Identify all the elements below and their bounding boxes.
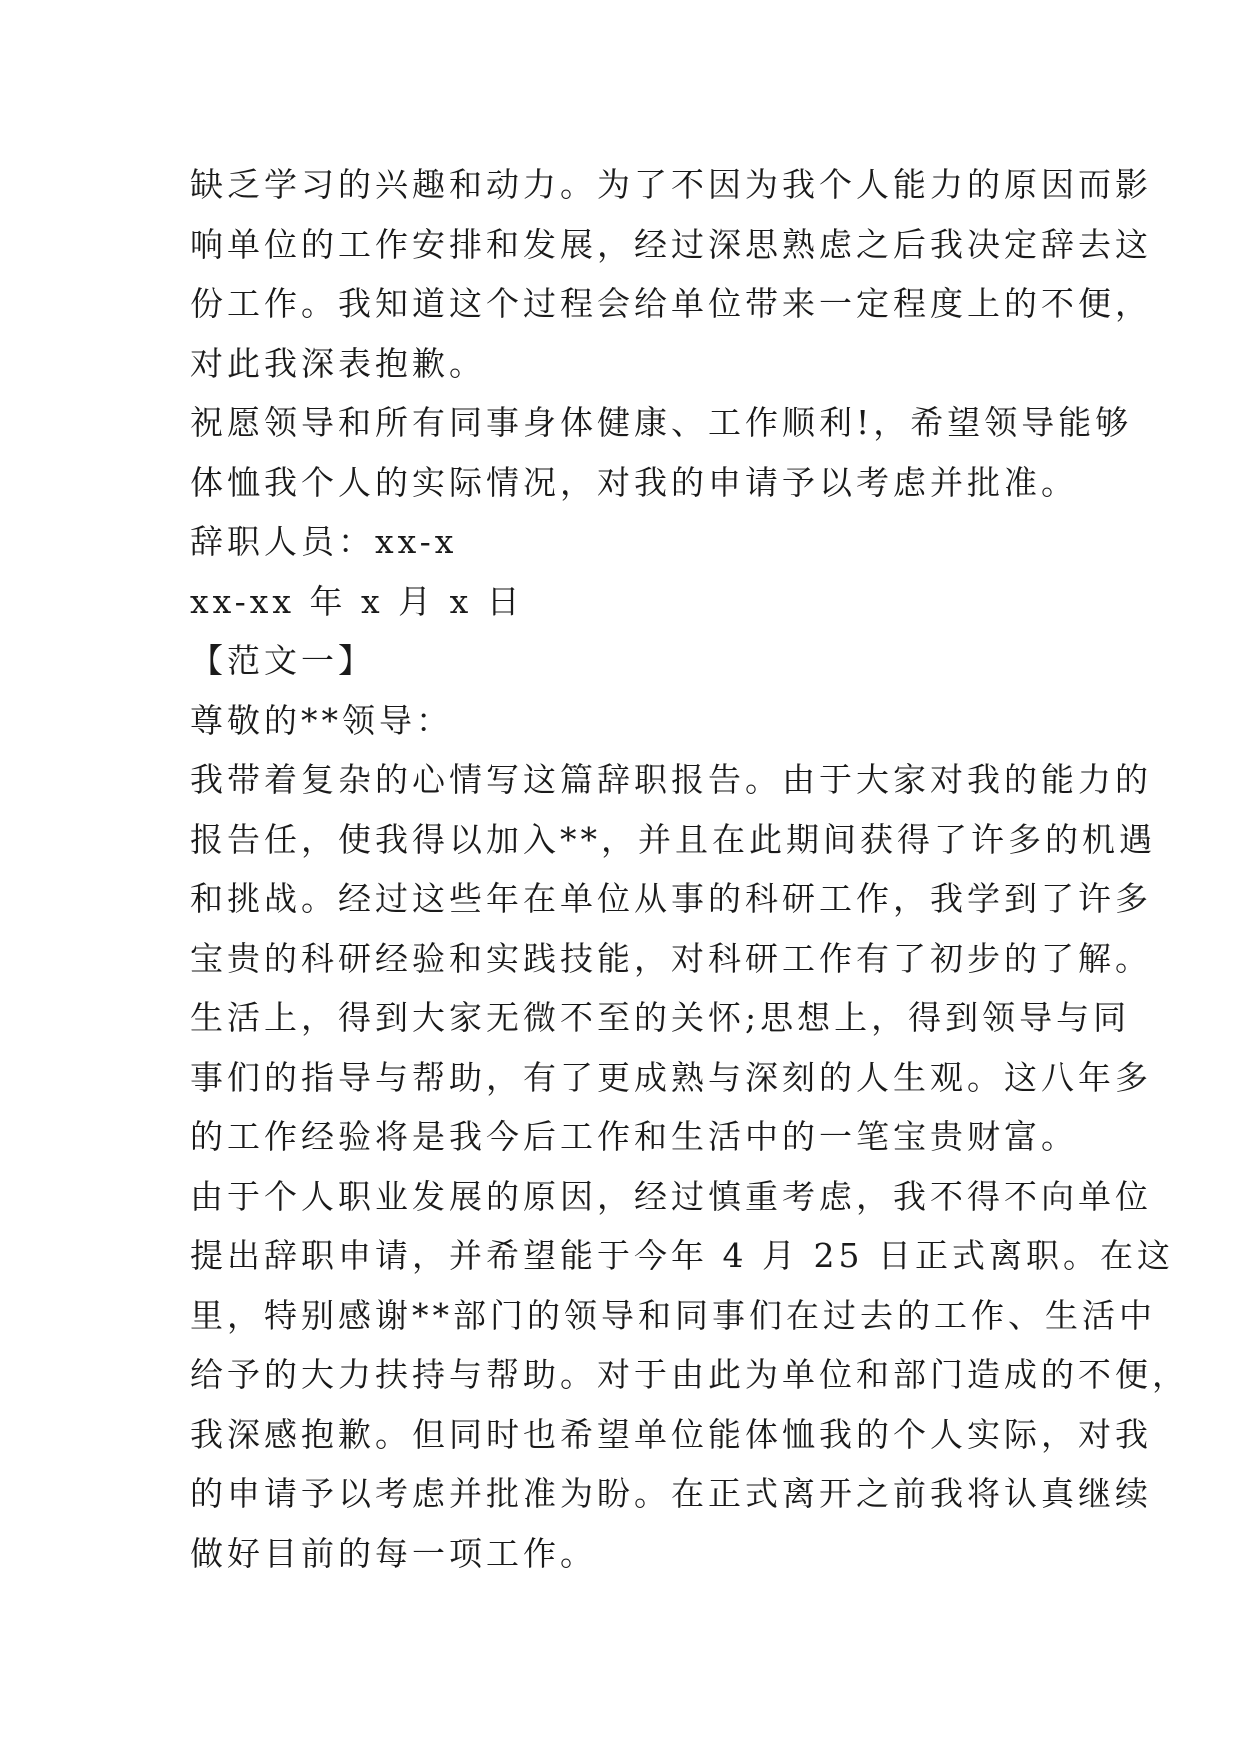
date-line: xx-xx 年 x 月 x 日 [190, 581, 524, 621]
salutation: 尊敬的**领导： [190, 700, 453, 740]
text-line: 事们的指导与帮助，有了更成熟与深刻的人生观。这八年多 [190, 1057, 1152, 1097]
text-line: 份工作。我知道这个过程会给单位带来一定程度上的不便， [190, 284, 1152, 323]
text-line: 生活上，得到大家无微不至的关怀;思想上，得到领导与同 [190, 998, 1131, 1037]
text-line: 我带着复杂的心情写这篇辞职报告。由于大家对我的能力的 [190, 760, 1152, 799]
text-line: 我深感抱歉。但同时也希望单位能体恤我的个人实际，对我 [190, 1414, 1152, 1454]
text-line: 里，特别感谢**部门的领导和同事们在过去的工作、生活中 [190, 1295, 1156, 1335]
text-line: 报告任，使我得以加入**，并且在此期间获得了许多的机遇 [190, 819, 1156, 859]
text-line: 给予的大力扶持与帮助。对于由此为单位和部门造成的不便， [190, 1355, 1189, 1394]
text-line: 的工作经验将是我今后工作和生活中的一笔宝贵财富。 [190, 1117, 1078, 1156]
text-line: 祝愿领导和所有同事身体健康、工作顺利!，希望领导能够 [190, 403, 1133, 442]
text-line: 的申请予以考虑并批准为盼。在正式离开之前我将认真继续 [190, 1474, 1152, 1513]
text-line: 缺乏学习的兴趣和动力。为了不因为我个人能力的原因而影 [190, 165, 1152, 204]
text-line: 宝贵的科研经验和实践技能，对科研工作有了初步的了解。 [190, 938, 1152, 978]
text-line: 提出辞职申请，并希望能于今年 4 月 25 日正式离职。在这 [190, 1236, 1174, 1275]
text-line: 由于个人职业发展的原因，经过慎重考虑，我不得不向单位 [190, 1176, 1152, 1216]
text-line: 和挑战。经过这些年在单位从事的科研工作，我学到了许多 [190, 879, 1152, 918]
signature-line: 辞职人员：xx-x [190, 522, 458, 561]
document-body [190, 155, 1189, 1583]
text-line: 响单位的工作安排和发展，经过深思熟虑之后我决定辞去这 [190, 224, 1152, 264]
text-line: 对此我深表抱歉。 [190, 343, 486, 383]
section-heading: 【范文一】 [190, 641, 375, 680]
text-line: 体恤我个人的实际情况，对我的申请予以考虑并批准。 [190, 462, 1078, 502]
text-line: 做好目前的每一项工作。 [190, 1533, 597, 1573]
